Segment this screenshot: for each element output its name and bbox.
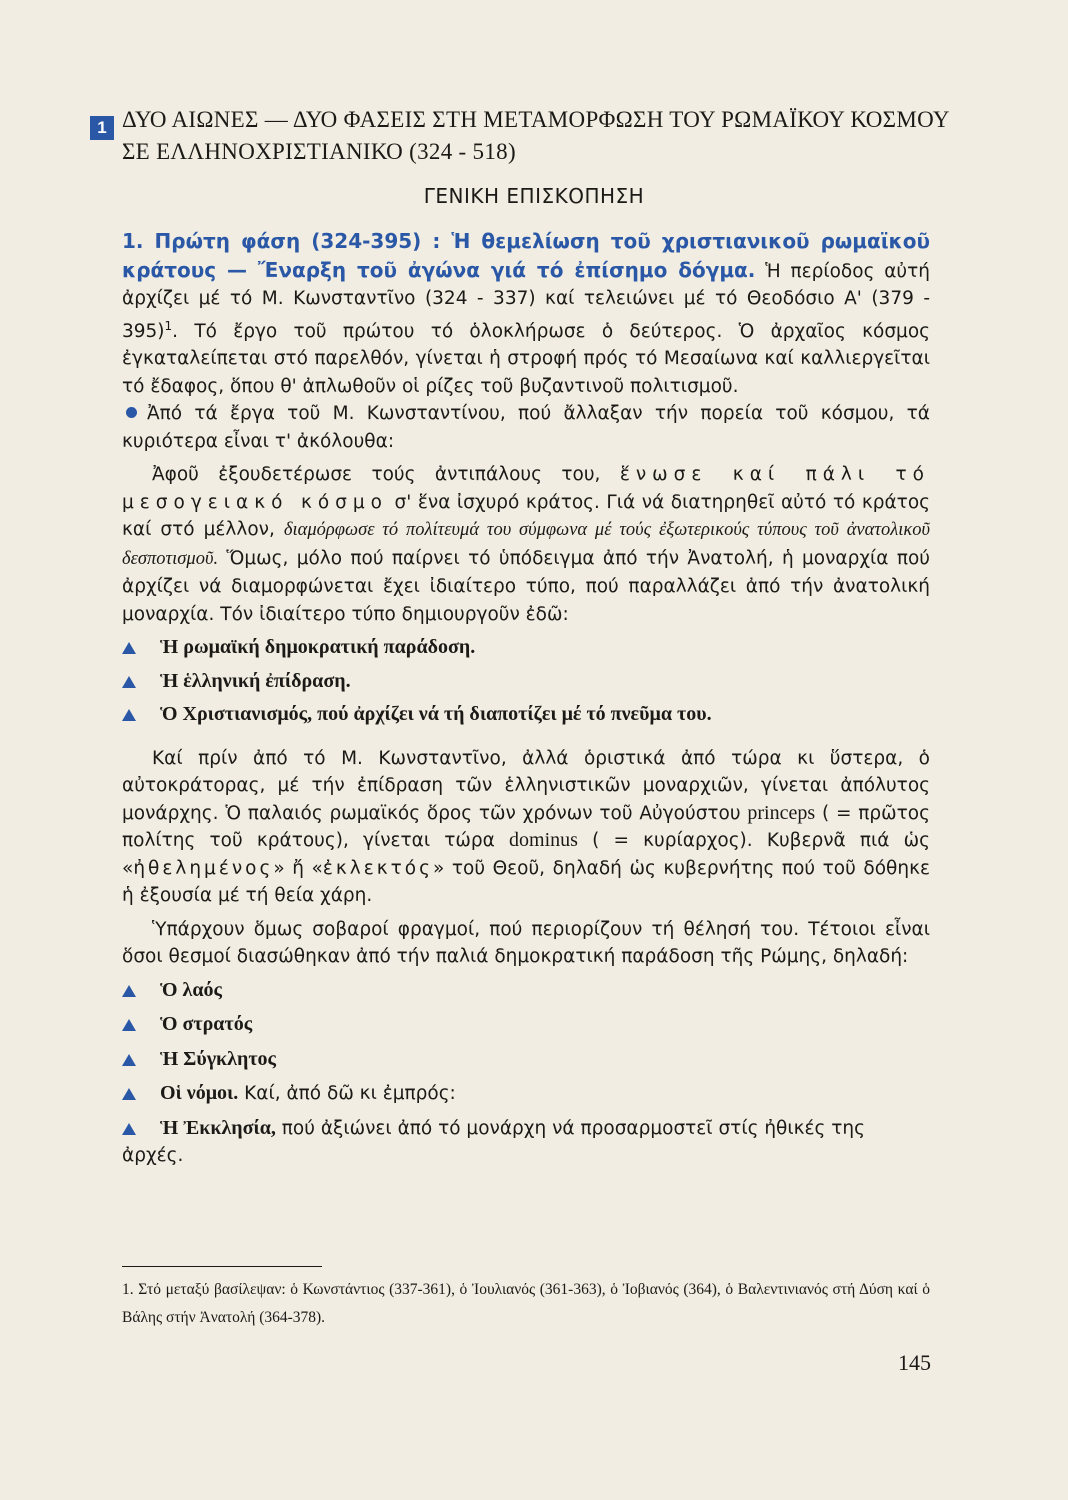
list-item <box>122 701 930 729</box>
paragraph-text: σ' ἕνα ἰσχυρό κράτος. Γιά νά διατηρηθεῖ αὐτό τό κράτος καί στό μέλλον, <box>122 491 930 541</box>
paragraph-text: Ὑπάρχουν ὅμως σοβαροί φραγμοί, πού περιορίζουν τή θέλησή του. Τέτοιοι εἶναι ὅσοι θεσμοί διασώθηκαν ἀπό τήν παλιά δημοκρατική παράδοση τῆς Ρώμης, δηλαδή: <box>122 918 930 968</box>
blue-triangle-icon <box>122 642 136 654</box>
blue-triangle-icon <box>122 985 136 997</box>
paragraph-text: Ὅμως, μόλο πού παίρνει τό ὑπόδειγμα ἀπό τήν Ἀνατολή, ἡ μοναρχία πού ἀρχίζει νά διαμορφώνεται ἔχει ἰδιαίτερο τύπο, πού παραλλάζει ἀπό τήν ἀνατολική μοναρχία. Τόν ἰδιαίτερο τύπο δημιουργοῦν ἐδῶ: <box>122 547 930 625</box>
list-item <box>122 1115 930 1170</box>
paragraph-unification <box>122 461 930 628</box>
paragraph-limits <box>122 916 930 971</box>
paragraph-works <box>122 400 930 455</box>
paragraph-text: ( = πρῶτος πολίτης τοῦ κράτους), γίνεται τώρα <box>122 802 930 852</box>
blue-triangle-icon <box>122 1088 136 1100</box>
list-item-text: Ἡ Ἐκκλησία, <box>160 1116 276 1139</box>
list-item-text: Ἡ Σύγκλητος <box>160 1047 276 1070</box>
list-item <box>122 668 930 696</box>
footnote-ref: 1 <box>164 318 173 333</box>
blue-triangle-icon <box>122 676 136 688</box>
emphasized-text: ἕνωσε καί πάλι τό μεσογειακό κόσμο <box>122 464 930 513</box>
list-item-text: Οἱ νόμοι. <box>160 1082 239 1105</box>
blue-triangle-icon <box>122 1019 136 1031</box>
paragraph-text: » τοῦ Θεοῦ, δηλαδή ὡς κυβερνήτης πού τοῦ δόθηκε ἡ ἐξουσία μέ τή θεία χάρη. <box>122 857 931 907</box>
emphasized-text: ἐκλεκτός <box>322 857 433 879</box>
paragraph-text: » ἤ « <box>273 857 323 879</box>
emphasized-text: ἠθελημένος <box>133 857 274 879</box>
list-item-rest: Καί, ἀπό δῶ κι ἐμπρός: <box>238 1083 456 1105</box>
blue-triangle-icon <box>122 1054 136 1066</box>
institutions-list <box>122 977 930 1170</box>
main-text <box>122 228 930 1170</box>
phase-heading: 1. Πρώτη φάση (324-395) : Ἡ θεμελίωση τοῦ χριστιανικοῦ ρωμαϊκοῦ κράτους — Ἔναρξη τοῦ ἀγώνα γιά τό ἐπίσημο δόγμα. <box>122 229 930 282</box>
italic-text: διαμόρφωσε τό πολίτευμά του σύμφωνα μέ τούς ἐξωτερικούς τύπους τοῦ ἀνατολικοῦ δεσποτισμοῦ. <box>122 520 930 569</box>
blue-dot-icon <box>126 407 137 418</box>
paragraph-monarch <box>122 745 930 910</box>
list-item-text: Ἡ ρωμαϊκή δημοκρατική παράδοση. <box>160 636 476 659</box>
chapter-title: ΔΥΟ ΑΙΩΝΕΣ — ΔΥΟ ΦΑΣΕΙΣ ΣΤΗ ΜΕΤΑΜΟΡΦΩΣΗ ΤΟΥ ΡΩΜΑΪΚΟΥ ΚΟΣΜΟΥ ΣΕ ΕΛΛΗΝΟΧΡΙΣΤΙΑΝΙΚΟ (324 - 518) <box>122 107 949 164</box>
paragraph-first-phase <box>122 228 930 400</box>
paragraph-text: Ἀφοῦ ἐξουδετέρωσε τούς ἀντιπάλους του, <box>152 464 620 486</box>
list-item <box>122 1046 930 1074</box>
list-item-rest: πού ἀξιώνει ἀπό τό μονάρχη νά προσαρμοστεῖ στίς ἠθικές της ἀρχές. <box>122 1117 865 1167</box>
page-number: 145 <box>898 1350 931 1375</box>
chapter-number-badge: 1 <box>90 116 114 140</box>
footnote-divider <box>122 1266 322 1267</box>
paragraph-text: Ἀπό τά ἔργα τοῦ Μ. Κωνσταντίνου, πού ἄλλαξαν τήν πορεία τοῦ κόσμου, τά κυριότερα εἶναι τ' ἀκόλουθα: <box>122 403 930 452</box>
blue-triangle-icon <box>122 1123 136 1135</box>
list-item <box>122 1080 930 1108</box>
latin-term: dominus <box>509 829 578 852</box>
paragraph-text: Καί πρίν ἀπό τό Μ. Κωνσταντῖνο, ἀλλά ὁριστικά ἀπό τώρα κι ὕστερα, ὁ αὐτοκράτορας, μέ τήν ἐπίδραση τῶν ἑλληνιστικῶν μοναρχιῶν, γίνεται ἀπόλυτος μονάρχης. Ὁ παλαιός ρωμαϊκός ὅρος τῶν χρόνων τοῦ Αὐγούστου <box>122 747 930 824</box>
list-item <box>122 634 930 662</box>
list-item-text: Ὁ λαός <box>160 978 222 1001</box>
blue-triangle-icon <box>122 709 136 721</box>
footnote: 1. Στό μεταξύ βασίλεψαν: ὁ Κωνστάντιος (337-361), ὁ Ἰουλιανός (361-363), ὁ Ἰοβιανός (364), ὁ Βαλεντινιανός στή Δύση καί ὁ Βάλης στήν Ἀνατολή (364-378). <box>122 1281 930 1326</box>
influence-list <box>122 634 930 729</box>
list-item-text: Ὁ Χριστιανισμός, πού ἀρχίζει νά τή διαποτίζει μέ τό πνεῦμα του. <box>160 703 712 726</box>
section-heading: ΓΕΝΙΚΗ ΕΠΙΣΚΟΠΗΣΗ <box>423 184 645 208</box>
paragraph-text: ( = κυρίαρχος). Κυβερνᾶ πιά ὡς « <box>122 830 930 879</box>
list-item-text: Ἡ ἑλληνική ἐπίδραση. <box>160 669 351 692</box>
paragraph-text: . Τό ἔργο τοῦ πρώτου τό ὁλοκλήρωσε ὁ δεύτερος. Ὁ ἀρχαῖος κόσμος ἐγκαταλείπεται στό παρελθόν, γίνεται ἡ στροφή πρός τό Μεσαίωνα καί καλλιεργεῖται τό ἔδαφος, ὅπου θ' ἀπλωθοῦν οἱ ρίζες τοῦ βυζαντινοῦ πολιτισμοῦ. <box>122 320 930 397</box>
list-item <box>122 977 930 1005</box>
list-item-text: Ὁ στρατός <box>160 1013 253 1036</box>
latin-term: princeps <box>747 801 816 824</box>
paragraph-text: Ἡ περίοδος αὐτή ἀρχίζει μέ τό Μ. Κωνσταντῖνο (324 - 337) καί τελειώνει μέ τό Θεοδόσιο Α' (379 - 395) <box>122 260 930 342</box>
list-item <box>122 1011 930 1039</box>
